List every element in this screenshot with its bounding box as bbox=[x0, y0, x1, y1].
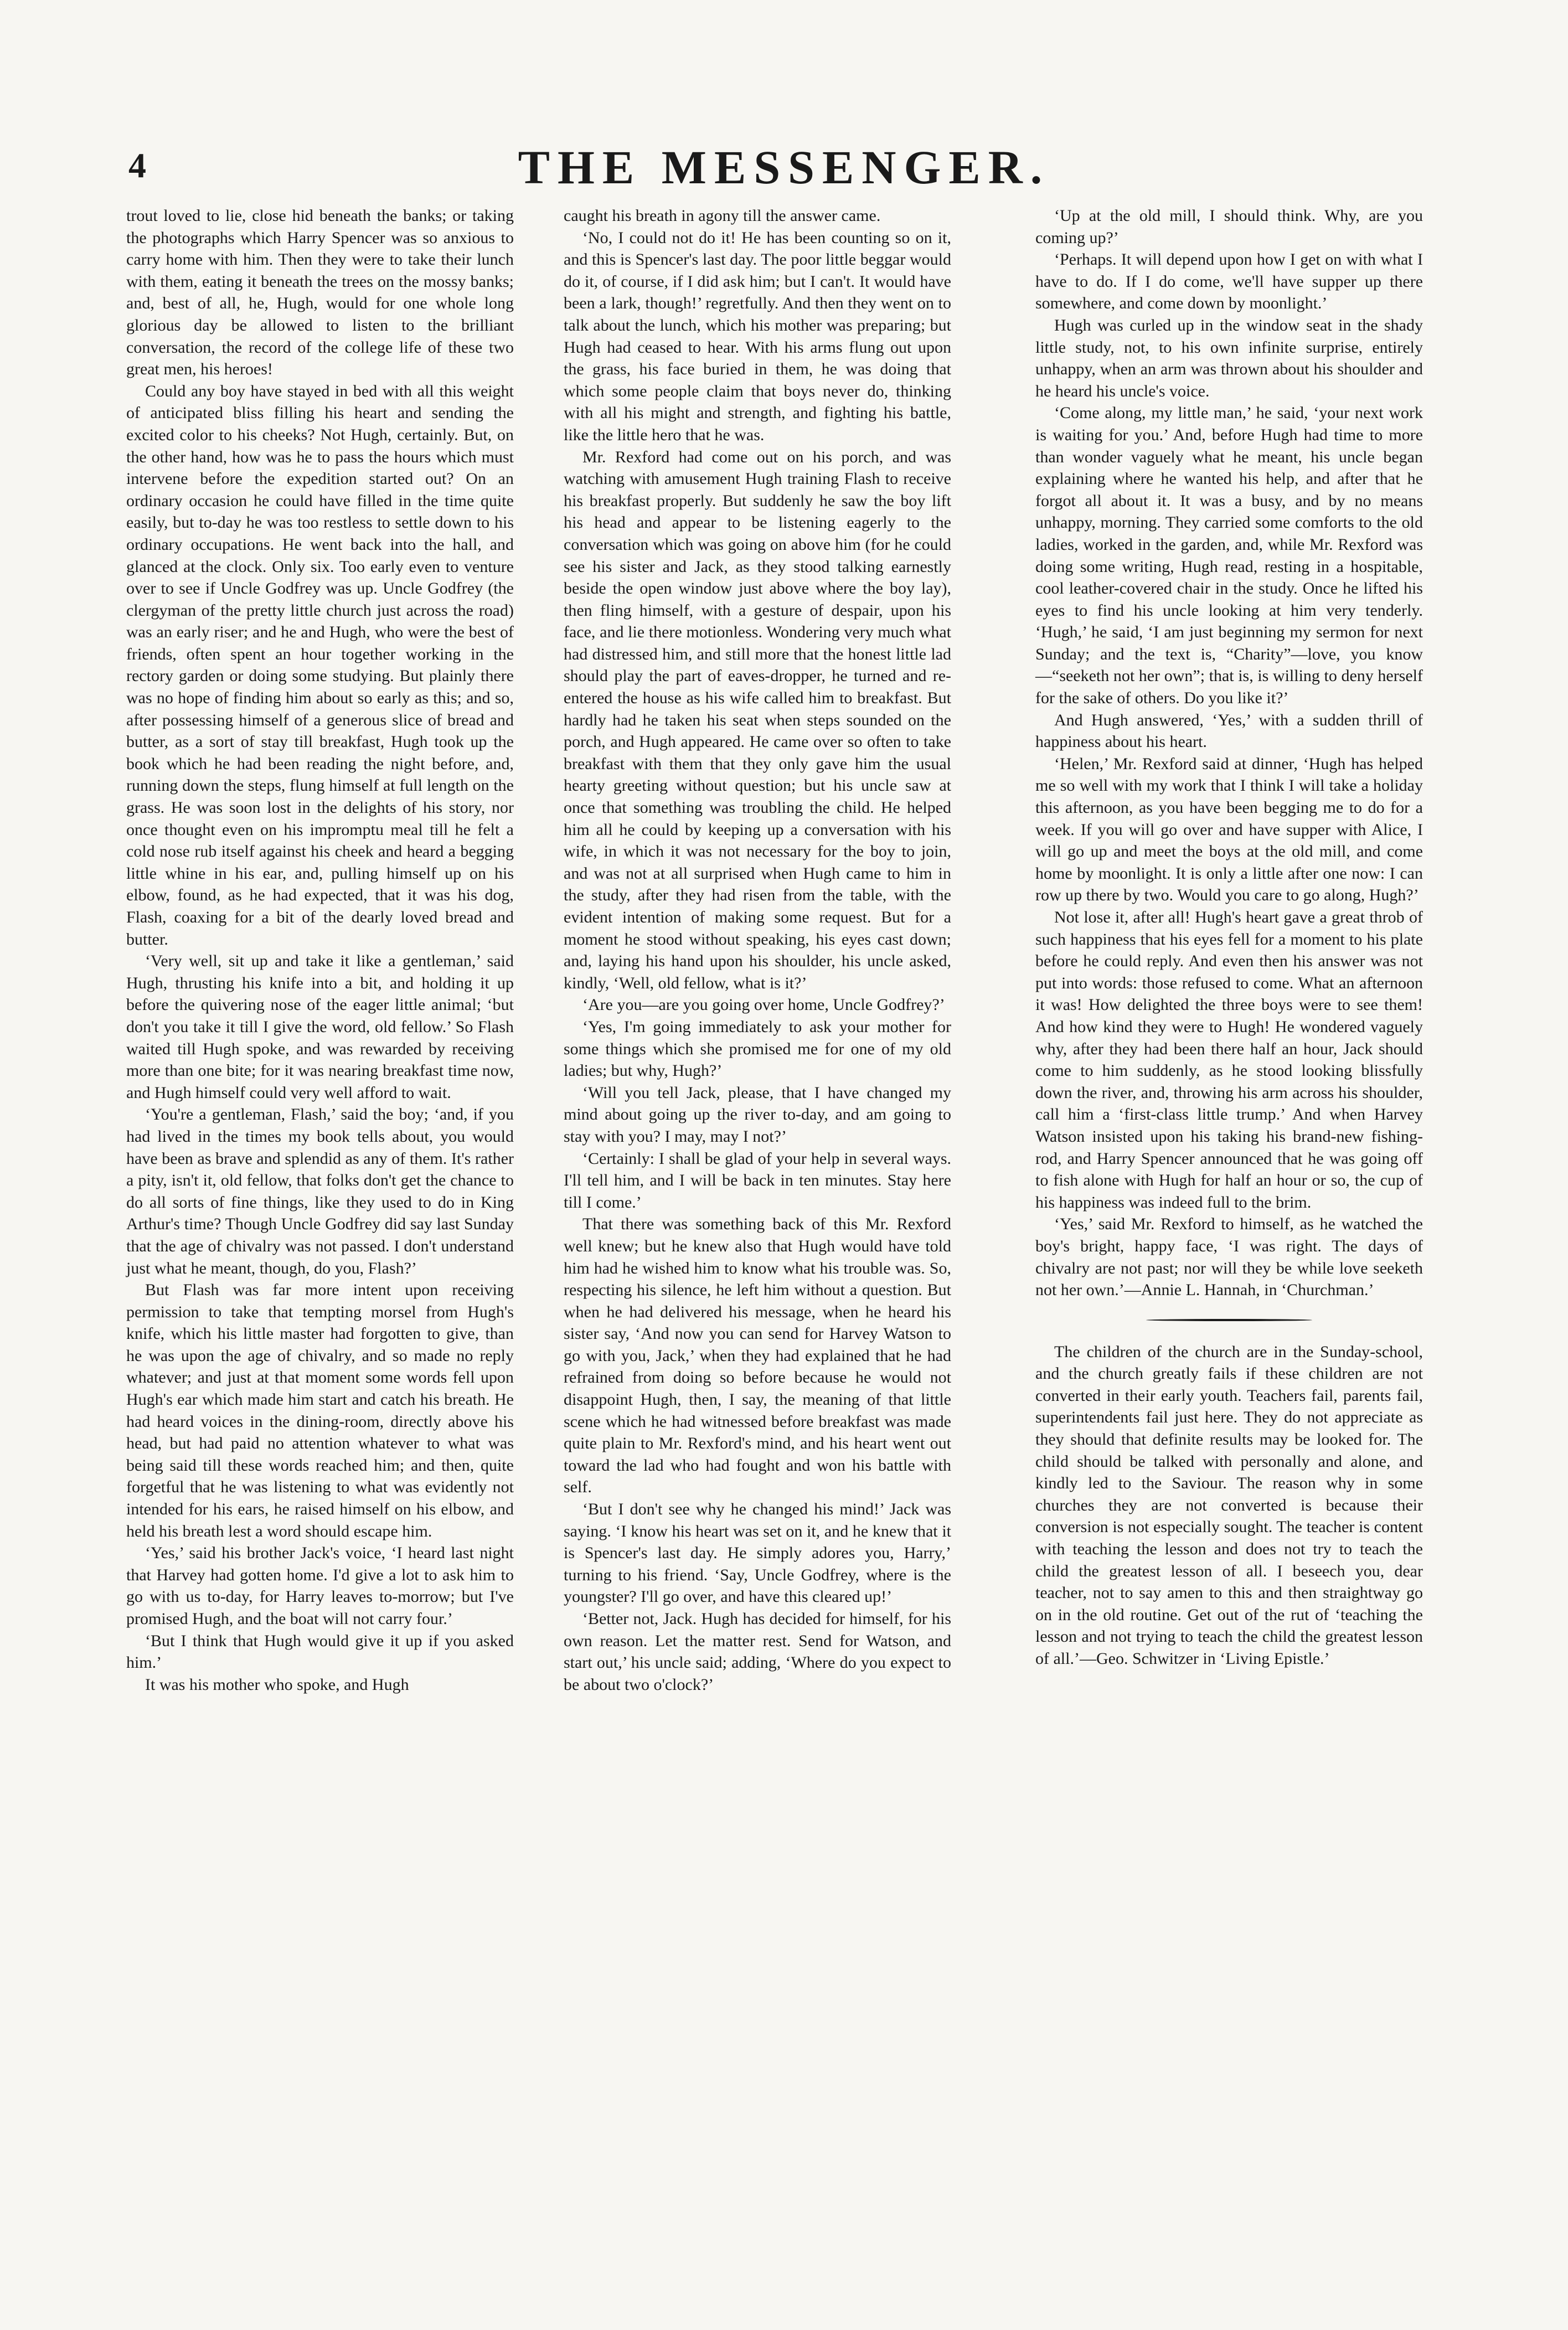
paragraph: ‘Better not, Jack. Hugh has decided for himself, for his own reason. Let the matter rest. Send for Watson, and start out,’ his uncle said; adding, ‘Where do you expect to be about two o'clock?’ bbox=[564, 1610, 951, 1694]
paragraph: ‘Yes,’ said his brother Jack's voice, ‘I heard last night that Harvey had gotten home. I'd give a lot to ask him to go with us to-day, for Harry leaves to-morrow; but I've promised Hugh, and the boat will not carry four.’ bbox=[126, 1544, 514, 1628]
paragraph: Not lose it, after all! Hugh's heart gave a great throb of such happiness that his eyes fell for a moment to his plate before he could reply. And even then his answer was not put into words: those refused to come. What an afternoon it was! How delighted the three boys were to see them! And how kind they were to Hugh! He wondered vaguely why, after they had been there half an hour, Jack should come to him suddenly, as he stood looking blissfully down the river, and, throwing his arm across his shoulder, call him a ‘first-class little trump.’ And when Harvey Watson insisted upon his taking his brand-new fishing-rod, and Harry Spencer announced that he was going off to fish alone with Hugh for half an hour or so, the cup of his happiness was indeed full to the brim. bbox=[1035, 908, 1423, 1212]
paragraph: ‘No, I could not do it! He has been counting so on it, and this is Spencer's last day. The poor little beggar would do it, of course, if I did ask him; but I can't. It would have been a lark, though!’ regretfully. And then they went on to talk about the lunch, which his mother was preparing; but Hugh had ceased to hear. With his arms flung out upon the grass, his face buried in them, he was doing that which some people claim that boys never do, thinking with all his might and strength, and fighting his battle, like the little hero that he was. bbox=[564, 228, 951, 444]
paragraph: ‘Yes,’ said Mr. Rexford to himself, as he watched the boy's bright, happy face, ‘I was right. The days of chivalry are not past; nor will they be while love seeketh not her own.’—Annie L. Hannah, in ‘Churchman.’ bbox=[1035, 1215, 1423, 1300]
paragraph: ‘Up at the old mill, I should think. Why, are you coming up?’ bbox=[1035, 207, 1423, 247]
masthead-title: THE MESSENGER. bbox=[518, 141, 1050, 194]
paragraph: ‘Very well, sit up and take it like a gentleman,’ said Hugh, thrusting his knife into a bit, and holding it up before the quivering nose of the eager little animal; ‘but don't you take it till I give the word, old fellow.’ So Flash waited till Hugh spoke, and was rewarded by receiving more than one bite; for it was nearing breakfast time now, and Hugh himself could very well afford to wait. bbox=[126, 952, 514, 1102]
paragraph: trout loved to lie, close hid beneath the banks; or taking the photographs which Harry Spencer was so anxious to carry home with him. Then they were to take their lunch with them, eating it beneath the trees on the mossy banks; and, best of all, he, Hugh, would for one whole long glorious day be allowed to listen to the brilliant conversation, the record of the college life of these two great men, his heroes! bbox=[126, 207, 514, 379]
paragraph: ‘Yes, I'm going immediately to ask your mother for some things which she promised me for one of my old ladies; but why, Hugh?’ bbox=[564, 1017, 951, 1080]
paragraph: ‘Certainly: I shall be glad of your help in several ways. I'll tell him, and I will be back in ten minutes. Stay here till I come.’ bbox=[564, 1149, 951, 1212]
text-column-2 bbox=[564, 205, 951, 1695]
paragraph: ‘But I don't see why he changed his mind!’ Jack was saying. ‘I know his heart was set on it, and he knew that it is Spencer's last day. He simply adores you, Harry,’ turning to his friend. ‘Say, Uncle Godfrey, where is the youngster? I'll go over, and have this cleared up!’ bbox=[564, 1500, 951, 1606]
paragraph: caught his breath in agony till the answer came. bbox=[564, 207, 881, 225]
paragraph: ‘Perhaps. It will depend upon how I get on with what I have to do. If I do come, we'll have supper up there somewhere, and come down by moonlight.’ bbox=[1035, 250, 1423, 313]
paragraph: ‘Will you tell Jack, please, that I have changed my mind about going up the river to-day, and am going to stay with you? I may, may I not?’ bbox=[564, 1083, 951, 1146]
paragraph: It was his mother who spoke, and Hugh bbox=[145, 1675, 409, 1694]
text-column-1 bbox=[126, 205, 514, 1695]
paragraph: ‘Come along, my little man,’ he said, ‘your next work is waiting for you.’ And, before Hugh had time to more than wonder vaguely what he meant, his uncle began explaining where he wanted his help, and after that he forgot all about it. It was a busy, and by no means unhappy, morning. They carried some comforts to the old ladies, worked in the garden, and, while Mr. Rexford was doing some writing, Hugh read, resting in a hospitable, cool leather-covered chair in the study. Once he lifted his eyes to find his uncle looking at him very tenderly. ‘Hugh,’ he said, ‘I am just beginning my sermon for next Sunday; and the text is, “Charity”—love, you know—“seeketh not her own”; that is, is willing to deny herself for the sake of others. Do you like it?’ bbox=[1035, 404, 1423, 708]
paragraph: ‘You're a gentleman, Flash,’ said the boy; ‘and, if you had lived in the times my book tells about, you would have been as brave and splendid as any of them. It's rather a pity, isn't it, old fellow, that folks don't get the chance to do all sorts of fine things, like they used to do in King Arthur's time? Though Uncle Godfrey did say last Sunday that the age of chivalry was not passed. I don't understand just what he meant, though, do you, Flash?’ bbox=[126, 1105, 514, 1277]
paragraph: But Flash was far more intent upon receiving permission to take that tempting morsel from Hugh's knife, which his little master had forgotten to give, than he was upon the age of chivalry, and so made no reply whatever; and just at that moment some words fell upon Hugh's ear which made him start and catch his breath. He had heard voices in the dining-room, directly above his head, but had paid no attention whatever to what was being said till these words reached him; and then, quite forgetful that he was listening to what was evidently not intended for his ears, he raised himself on his elbow, and held his breath lest a word should escape him. bbox=[126, 1281, 514, 1540]
paragraph: ‘But I think that Hugh would give it up if you asked him.’ bbox=[126, 1631, 514, 1672]
paragraph: The children of the church are in the Sunday-school, and the church greatly fails if these children are not converted in their early youth. Teachers fail, parents fail, superintendents fail just here. They do not appreciate as they should that definite results may be looked for. The child should be talked with personally and alone, and kindly led to the Saviour. The reason why in some churches they are not converted is because their conversion is not especially sought. The teacher is content with teaching the lesson and does not try to teach the child the greatest lesson of all. I beseech you, dear teacher, not to say amen to this and then straightway go on in the old routine. Get out of the rut of ‘teaching the lesson and not trying to teach the child the greatest lesson of all.’—Geo. Schwitzer in ‘Living Epistle.’ bbox=[1035, 1342, 1423, 1668]
paragraph: And Hugh answered, ‘Yes,’ with a sudden thrill of happiness about his heart. bbox=[1035, 710, 1423, 751]
article-separator-rule bbox=[1035, 1309, 1423, 1331]
paragraph: Could any boy have stayed in bed with all this weight of anticipated bliss filling his heart and sending the excited color to his cheeks? Not Hugh, certainly. But, on the other hand, how was he to pass the hours which must intervene before the expedition started out? On an ordinary occasion he could have filled in the time quite easily, but to-day he was too restless to settle down to his ordinary occupations. He went back into the hall, and glanced at the clock. Only six. Too early even to venture over to see if Uncle Godfrey was up. Uncle Godfrey (the clergyman of the pretty little church just across the road) was an early riser; and he and Hugh, who were the best of friends, often spent an hour together working in the rectory garden or doing some studying. But plainly there was no hope of finding him about so early as this; and so, after possessing himself of a generous slice of bread and butter, as a sort of stay till breakfast, Hugh took up the book which he had been reading the night before, and, running down the steps, flung himself at full length on the grass. He was soon lost in the delights of his story, nor once thought even on his impromptu meal till he felt a cold nose rub itself against his cheek and heard a begging little whine in his ear, and, pulling himself up on his elbow, found, as he had expected, that it was his dog, Flash, coaxing for a bit of the dearly loved bread and butter. bbox=[126, 382, 514, 949]
paragraph: ‘Helen,’ Mr. Rexford said at dinner, ‘Hugh has helped me so well with my work that I think I will take a holiday this afternoon, as you have been begging me to do for a week. If you will go over and have supper with Alice, I will go up and meet the boys at the old mill, and come home by moonlight. It is only a little after one now: I can row up there by two. Would you care to go along, Hugh?’ bbox=[1035, 754, 1423, 905]
paragraph: That there was something back of this Mr. Rexford well knew; but he knew also that Hugh would have told him had he wished him to know what his trouble was. So, respecting his silence, he left him without a question. But when he had delivered his message, when he heard his sister say, ‘And now you can send for Harvey Watson to go with you, Jack,’ when they had explained that he had refrained from doing so before because he would not disappoint Hugh, then, I say, the meaning of that little scene which he had witnessed before breakfast was made quite plain to Mr. Rexford's mind, and his heart went out toward the lad who had fought and won his battle with self. bbox=[564, 1215, 951, 1497]
text-column-3 bbox=[1035, 205, 1423, 1670]
paragraph: Mr. Rexford had come out on his porch, and was watching with amusement Hugh training Flash to receive his breakfast properly. But suddenly he saw the boy lift his head and appear to be listening eagerly to the conversation which was going on above him (for he could see his sister and Jack, as they stood talking earnestly beside the open window just above where the boy lay), then fling himself, with a gesture of despair, upon his face, and lie there motionless. Wondering very much what had distressed him, and still more that the honest little lad should play the part of eaves-dropper, he turned and re-entered the house as his wife called him to breakfast. But hardly had he taken his seat when steps sounded on the porch, and Hugh appeared. He came over so often to take breakfast with them that they only gave him the usual hearty greeting without question; but his uncle saw at once that something was troubling the child. He helped him all he could by keeping up a conversation with his wife, in which it was not necessary for the boy to join, and was not at all surprised when Hugh came to him in the study, after they had risen from the table, with the evident intention of making some request. But for a moment he stood without speaking, his eyes cast down; and, laying his hand upon his shoulder, his uncle asked, kindly, ‘Well, old fellow, what is it?’ bbox=[564, 447, 951, 992]
paragraph: Hugh was curled up in the window seat in the shady little study, not, to his own infinite surprise, entirely unhappy, when an arm was thrown about his shoulder and he heard his uncle's voice. bbox=[1035, 316, 1423, 400]
paragraph: ‘Are you—are you going over home, Uncle Godfrey?’ bbox=[582, 996, 945, 1014]
page-number: 4 bbox=[128, 146, 146, 185]
